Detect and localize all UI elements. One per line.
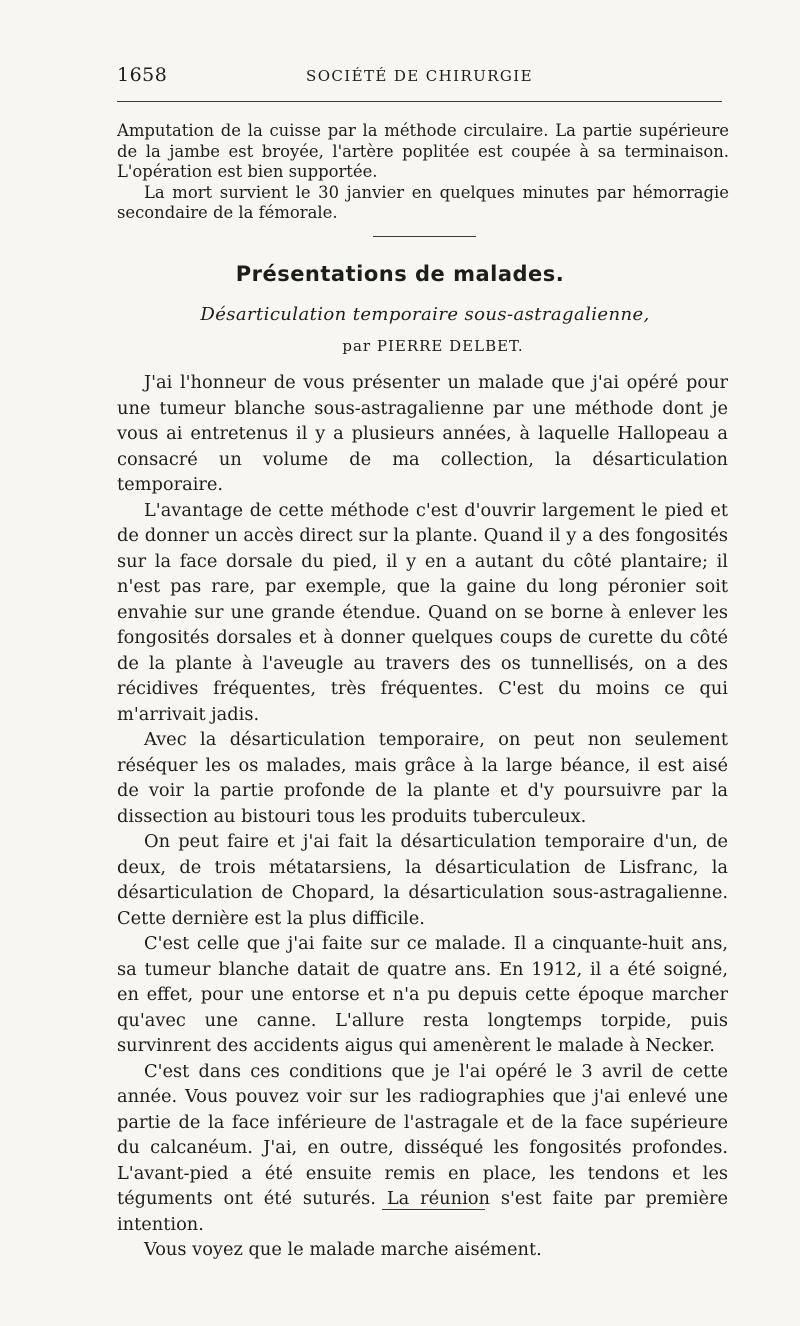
section-title: Présentations de malades.	[235, 262, 565, 286]
article-body	[117, 370, 728, 1263]
article-author: par PIERRE DELBET.	[342, 337, 524, 355]
paragraph: C'est dans ces conditions que je l'ai opéré le 3 avril de cette année. Vous pouvez voir sur les radiographies que j'ai enlevé une partie de la face inférieure de l'astragale et de la face supérieure du calcanéum. J'ai, en outre, disséqué les fongosités profondes. L'avant-pied a été ensuite remis en place, les tendons et les téguments ont été suturés. La réunion s'est faite par première intention.	[117, 1060, 728, 1235]
running-head: SOCIÉTÉ DE CHIRURGIE	[306, 67, 533, 85]
article-title: Désarticulation temporaire sous-astragalienne,	[200, 304, 650, 325]
section-separator	[373, 236, 476, 237]
page-header	[117, 64, 722, 90]
paragraph: C'est celle que j'ai faite sur ce malade. Il a cinquante-huit ans, sa tumeur blanche datait de quatre ans. En 1912, il a été soigné, en effet, pour une entorse et n'a pu depuis cette époque marcher qu'avec une canne. L'allure resta longtemps torpide, puis survinrent des accidents aigus qui amenèrent le malade à Necker.	[117, 933, 728, 1056]
paragraph: La mort survient le 30 janvier en quelques minutes par hémorragie secondaire de la fémorale.	[117, 182, 729, 223]
page-number: 1658	[117, 64, 168, 86]
paragraph: On peut faire et j'ai fait la désarticulation temporaire d'un, de deux, de trois métatarsiens, la désarticulation de Lisfranc, la désarticulation de Chopard, la désarticulation sous-astragalienne. Cette dernière est la plus difficile.	[117, 831, 728, 929]
previous-case-text	[117, 121, 729, 224]
paragraph: L'avantage de cette méthode c'est d'ouvrir largement le pied et de donner un accès direct sur la plante. Quand il y a des fongosités sur la face dorsale du pied, il y en a autant du côté plantaire; il n'est pas rare, par exemple, que la gaine du long péronier soit envahie sur une grande étendue. Quand on se borne à enlever les fongosités dorsales et à donner quelques coups de curette du côté de la plante à l'aveugle au travers des os tunnellisés, on a des récidives fréquentes, très fréquentes. C'est du moins ce qui m'arrivait jadis.	[117, 499, 728, 725]
end-separator	[382, 1209, 485, 1210]
paragraph: Avec la désarticulation temporaire, on peut non seulement réséquer les os malades, mais grâce à la large béance, il est aisé de voir la partie profonde de la plante et d'y poursuivre par la dissection au bistouri tous les produits tuberculeux.	[117, 729, 728, 827]
paragraph: J'ai l'honneur de vous présenter un malade que j'ai opéré pour une tumeur blanche sous-astragalienne par une méthode dont je vous ai entretenus il y a plusieurs années, à laquelle Hallopeau a consacré un volume de ma collection, la désarticulation temporaire.	[117, 372, 728, 495]
header-rule	[117, 101, 722, 102]
paragraph: Amputation de la cuisse par la méthode circulaire. La partie supérieure de la jambe est broyée, l'artère poplitée est coupée à sa terminaison. L'opération est bien supportée.	[117, 121, 729, 182]
paragraph: Vous voyez que le malade marche aisément.	[144, 1239, 542, 1260]
